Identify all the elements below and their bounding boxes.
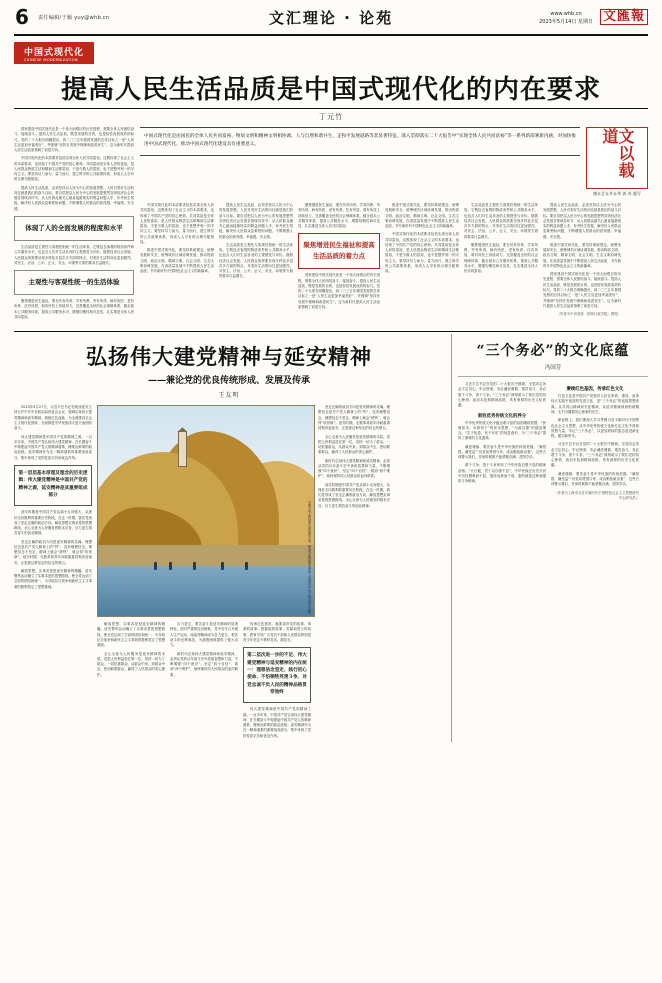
illustration-caption: 宝塔山下的延河水奔流不息，革命圣地延安见证了中国共产党人的奋斗历程: [307, 501, 311, 614]
paragraph: 敢于斗争、善于斗争体现了中华民族自强不息的精神品格。“天行健，君子以自强不息”，中华民族在历史长河中历经磨难而不屈，饱经沧桑而不衰，靠的就是这种顽强的斗争精神。: [458, 463, 546, 484]
a2-col-4: [243, 622, 311, 643]
paragraph: 谦虚谨慎、艰苦奋斗是中华民族的传统美德。“满招损，谦受益”“历览前贤国与家，成由勤俭破由奢”，这些古训警示我们，任何时候都不能骄傲自满、贪图享乐。: [458, 444, 546, 460]
seal-text: 文以载道: [600, 128, 635, 179]
paragraph: 新征程上，我们要深入学习贯彻习近平新时代中国特色社会主义思想，从中华优秀传统文化和红色文化中汲取智慧力量，牢记“三个务必”，以更加昂扬的姿态奋进新征程、建功新时代。: [551, 418, 639, 439]
article2-headline: 弘扬伟大建党精神与延安精神: [86, 344, 372, 370]
article-abstract: 中国式现代化是由国民的全体人民共同富裕、物质文明和精神文明相协调、人与自然和谐共生、走和平发展道路等其显著特征。深入贯彻落实二十大报告中“实现全体人民共同富裕”等一系列新部署新内涵，对加快推进中国式现代化、推动中国式现代化建设具有重要意义。: [140, 127, 580, 156]
paragraph: 传承红色基因，就要讲好党的故事、革命的故事、根据地的故事、英雄和烈士的故事，教育引导广大党员干部和人民群众特别是青少年坚定不移听党话、跟党走。: [243, 622, 311, 642]
illus-riverbank: [98, 545, 314, 566]
website-url[interactable]: www.whb.cn: [550, 10, 582, 17]
paragraph: 全心全意为人民服务是延安精神的本质。党把人民利益放在第一位，坚持一切为了群众、一切依靠群众，从群众中来、到群众中去，密切联系群众，赢得了人民群众的衷心拥护。: [318, 434, 390, 455]
masthead: [14, 0, 648, 36]
paragraph: 解放思想、实事求是是延安精神的精髓。延安整风运动确立了实事求是的思想路线，使全党达到了空前的团结和统一，为夺取抗日战争和新民主主义革命的胜利奠定了思想基础。: [97, 622, 165, 648]
paragraph: 推进中国式现代化，要坚持系统观念，统筹发展和安全，统筹城乡区域协调发展，推动物质文明、政治文明、精神文明、社会文明、生态文明协调发展，在高质量发展中不断提高人民生活品质，书写新时代中国特色社会主义的新篇章。: [543, 242, 621, 268]
page-number: 6: [15, 5, 29, 29]
a2-subsection-title-1: 第一层层基本原理及理念的历史逻辑：伟大建党精神是中国共产党的精神之源，延安精神是其重要组成部分: [18, 470, 88, 498]
paragraph: 提高人民生活品质，必须坚持以人民为中心的发展思想。人民对美好生活的向往就是我们的奋斗目标。要自觉把以人民为中心的发展思想贯穿到经济社会发展各领域各环节，从人民群众最关心最直接最现实的利益问题入手，补齐民生短板，解决好人民群众急难愁盼问题，不断增强人民群众的获得感、幸福感、安全感。: [543, 203, 621, 239]
seal-caption: 德＆艺＆并＆举 郭 奇 题写: [593, 191, 641, 196]
paragraph: 伟大建党精神是中国共产党的精神之源。一百多年来，中国共产党弘扬伟大建党精神，在长期奋斗中构建起中国共产党人的精神谱系，锤炼出鲜明的政治品格。延安精神作为这一精神谱系的重要组成部分，集中体现了党的性质宗旨和优良作风。: [243, 707, 311, 738]
paragraph: 延安时期是中国共产党从弱小走向强大、从挫折走向胜利的重要历史阶段。在这一时期，我们党形成了坚定正确的政治方向、解放思想实事求是的思想路线、全心全意为人民服务的根本宗旨、自力更生艰苦奋斗的创业精神。: [14, 510, 92, 536]
illus-river: [98, 566, 314, 616]
illus-figure: [221, 562, 224, 570]
paragraph: 生活品质是主观性与客观性相统一的生活体验。它既包含客观的物质条件和公共服务水平，也包含人们对生活状况的主观感受与评价。随着经济社会发展，人民群众的需要呈现多样化多层次多方面的特点，对美好生活的向往更加强烈，对民主、法治、公平、正义、安全、环境等方面的要求日益增长。: [464, 203, 538, 239]
pagoda-icon: [178, 431, 187, 467]
seal-block: [586, 127, 648, 197]
calligraphy-seal: [586, 127, 648, 189]
paragraph: 解放思想、实事求是是延安精神的精髓。延安整风运动确立了实事求是的思想路线，使全党达到了空前的团结和统一，为夺取抗日战争和新民主主义革命的胜利奠定了思想基础。: [14, 568, 92, 589]
paragraph: 坚定正确的政治方向是延安精神的灵魂。理想信念是共产党人精神上的“钙”，没有理想信念，理想信念不坚定，精神上就会“缺钙”，就会得“软骨病”。延安时期，无数革命青年冲破重重封锁奔赴延安，正是被这种坚定的信念所感召。: [318, 405, 390, 431]
a3-col-1: [458, 382, 546, 408]
pullquote-text: 体现了人的全面发展的程度和水平: [25, 223, 123, 232]
a2-col-5: [318, 405, 390, 742]
article2-illustration: [97, 405, 315, 617]
article-top-headline: 提高人民生活品质是中国式现代化的内在要求: [60, 75, 601, 105]
headline-rule: [14, 108, 648, 109]
paragraph: 国家建设中国式现代化是一个伟大而艰巨的历史进程，需要全体人民团结奋斗、接续奋斗。提高人民生活品质，既是发展的目的，也是检验发展成效的标尺。党的二十大报告明确提出，到二〇三五年我国发展的总体目标之一是“人民生活更加幸福美好”，并强调“坚持在发展中保障和改善民生”。这为新时代提高人民生活品质指明了前进方向。: [14, 127, 134, 153]
paragraph: 生活品质是主观性与客观性相统一的生活体验。它既包含客观的物质条件和公共服务水平，也包含人们对生活状况的主观感受与评价。随着经济社会发展，人民群众的需要呈现多样化多层次多方面的特点，对美好生活的向往更加强烈，对民主、法治、公平、正义、安全、环境等方面的要求日益增长。: [219, 242, 293, 279]
publish-date: 2023年5月14日 星期日: [539, 19, 593, 25]
paragraph: 新时代弘扬伟大建党精神和延安精神，必须从党的百年奋斗史中汲取智慧和力量，不断增强“四个意识”、坚定“四个自信”、做到“两个维护”，始终保持同人民群众的血肉联系。: [170, 651, 238, 677]
top-col-2: [140, 203, 214, 317]
illus-figure: [154, 562, 157, 570]
article3-byline: 冯国芳: [544, 365, 562, 372]
paragraph: 聚焦增进民生福祉，要在幼有所育、学有所教、劳有所得、病有所医、老有所养、住有所居、弱有所扶上持续用力，完善覆盖全民的社会保障体系，健全基本公共服务体系，提高公共服务水平，增强均衡性和可及性，扎实推进全体人民共同富裕。: [14, 299, 134, 319]
article3-headline: “三个务必”的文化底蕴: [476, 343, 630, 360]
section-divider: [14, 331, 648, 332]
paper-logo: 文匯報: [600, 9, 648, 25]
paragraph: 自力更生、艰苦奋斗是延安精神的显著特征。面对严重的经济困难，党中央号召开展大生产运动，南泥湾精神成为自力更生、艰苦奋斗的光辉典范，为战胜困难提供了强大动力。: [170, 622, 238, 648]
paragraph: 提高人民生活品质，必须坚持以人民为中心的发展思想。人民对美好生活的向往就是我们的奋斗目标。要自觉把以人民为中心的发展思想贯穿到经济社会发展各领域各环节，从人民群众最关心最直接最现实的利益问题入手，补齐民生短板，解决好人民群众急难愁盼问题，不断增强人民群众的获得感、幸福感、安全感。: [14, 185, 134, 211]
paragraph: 谦虚谨慎、艰苦奋斗是中华民族的传统美德。“满招损，谦受益”“历览前贤国与家，成由勤俭破由奢”，这些古训警示我们，任何时候都不能骄傲自满、贪图享乐。: [551, 471, 639, 487]
paragraph: 全心全意为人民服务是延安精神的本质。党把人民利益放在第一位，坚持一切为了群众、一切依靠群众，从群众中来、到群众中去，密切联系群众，赢得了人民群众的衷心拥护。: [97, 651, 165, 677]
top-col-7: [543, 203, 621, 317]
article-top-footnote: （作者为中央党校〈国家行政学院〉教授）: [556, 312, 621, 317]
a3-rule: [458, 376, 648, 377]
a2-subsection-note-2: [243, 647, 311, 703]
series-badge: [14, 42, 94, 64]
a3-section-label-2: 赓续红色基因，传承红色文化: [566, 387, 624, 393]
pullquote-1: [14, 216, 134, 241]
masthead-right: [539, 9, 648, 25]
paragraph: 新时代弘扬伟大建党精神和延安精神，必须从党的百年奋斗史中汲取智慧和力量，不断增强“四个意识”、坚定“四个自信”、做到“两个维护”，始终保持同人民群众的血肉联系。: [318, 458, 390, 479]
paragraph: 聚焦增进民生福祉，要在幼有所育、学有所教、劳有所得、病有所医、老有所养、住有所居、弱有所扶上持续用力，完善覆盖全民的社会保障体系，健全基本公共服务体系，提高公共服务水平，增强均衡性和可及性，扎实推进全体人民共同富裕。: [464, 242, 538, 274]
a2-subsection-note-1: [14, 465, 92, 506]
top-col-1c: [14, 299, 134, 320]
pullquote-2: [14, 270, 134, 295]
a3-section-label-1: 吸收优秀传统文化的养分: [477, 413, 527, 419]
paragraph: 提高人民生活品质，必须坚持以人民为中心的发展思想。人民对美好生活的向往就是我们的奋斗目标。要自觉把以人民为中心的发展思想贯穿到经济社会发展各领域各环节，从人民群众最关心最直接最现实的利益问题入手，补齐民生短板，解决好人民群众急难愁盼问题，不断增强人民群众的获得感、幸福感、安全感。: [219, 203, 293, 239]
paragraph: 伟大建党精神是中国共产党的精神之源。一百多年来，中国共产党弘扬伟大建党精神，在长期奋斗中构建起中国共产党人的精神谱系，锤炼出鲜明的政治品格。延安精神作为这一精神谱系的重要组成部分，集中体现了党的性质宗旨和优良作风。: [14, 434, 92, 460]
illus-figure: [169, 562, 172, 570]
top-col-4: [298, 203, 380, 229]
paragraph: 坚定正确的政治方向是延安精神的灵魂。理想信念是共产党人精神上的“钙”，没有理想信念，理想信念不坚定，精神上就会“缺钙”，就会得“软骨病”。延安时期，无数革命青年冲破重重封锁奔赴延安，正是被这种坚定的信念所感召。: [14, 539, 92, 565]
article2-subhead: ——兼论党的优良传统形成、发展及传承: [147, 376, 310, 387]
paragraph-lead: 2023年5月27日，习近平总书记在陕西延安主持召开中共中央政治局常委会会议，强调弘扬伟大建党精神和延安精神，赓续红色血脉，为全面建设社会主义现代化国家、全面推进中华民族伟大复兴而团结奋斗。: [14, 405, 92, 431]
a2-col-1b: [14, 510, 92, 590]
paragraph: 中国式现代化的本质要求包括实现全体人民共同富裕，这既体现了社会主义的本质要求，也体现了中国共产党的初心使命。共同富裕是全体人民的富裕，是人民群众物质生活和精神生活都富裕，不是少数人的富裕，也不是整齐划一的平均主义。要坚持尽力而为、量力而行，建立科学的公共政策体系，形成人人享有的合理分配格局。: [385, 232, 459, 274]
illus-figure: [245, 562, 248, 570]
paragraph: 聚焦增进民生福祉，要在幼有所育、学有所教、劳有所得、病有所医、老有所养、住有所居、弱有所扶上持续用力，完善覆盖全民的社会保障体系，健全基本公共服务体系，提高公共服务水平，增强均衡性和可及性，扎实推进全体人民共同富裕。: [298, 203, 380, 229]
paragraph: 延安时期是中国共产党从弱小走向强大、从挫折走向胜利的重要历史阶段。在这一时期，我们党形成了坚定正确的政治方向、解放思想实事求是的思想路线、全心全意为人民服务的根本宗旨、自力更生艰苦奋斗的创业精神。: [318, 482, 390, 508]
top-col-5: [385, 203, 459, 317]
paragraph: 中华优秀传统文化中蕴含着丰富的治国理政智慧。“民惟邦本，本固邦宁”的民本思想、“为政以德”的德治理念、“生于忧患，死于安乐”的忧患意识，为“三个务必”提供了深厚的文化滋养。: [458, 420, 546, 441]
article2-byline: 王友明: [218, 392, 240, 400]
paragraph: 推进中国式现代化，要坚持系统观念，统筹发展和安全，统筹城乡区域协调发展，推动物质文明、政治文明、精神文明、社会文明、生态文明协调发展，在高质量发展中不断提高人民生活品质，书写新时代中国特色社会主义的新篇章。: [385, 203, 459, 229]
editor-credit: 责任编辑/于颖 yuy@whb.cn: [38, 14, 110, 21]
a2-col-2: [97, 622, 165, 742]
top-col-1b: [14, 245, 134, 266]
pullquote-text: 主观性与客观性统一的生活体验: [28, 278, 120, 287]
paragraph: 国家建设中国式现代化是一个伟大而艰巨的历史进程，需要全体人民团结奋斗、接续奋斗。提高人民生活品质，既是发展的目的，也是检验发展成效的标尺。党的二十大报告明确提出，到二〇三五年我国发展的总体目标之一是“人民生活更加幸福美好”，并强调“坚持在发展中保障和改善民生”。这为新时代提高人民生活品质指明了前进方向。: [543, 272, 621, 308]
paragraph: 生活品质是主观性与客观性相统一的生活体验。它既包含客观的物质条件和公共服务水平，也包含人们对生活状况的主观感受与评价。随着经济社会发展，人民群众的需要呈现多样化多层次多方面的特点，对美好生活的向往更加强烈，对民主、法治、公平、正义、安全、环境等方面的要求日益增长。: [14, 245, 134, 265]
paragraph: 红色文化是中国共产党领导人民在革命、建设、改革伟大实践中创造的先进文化，是“三个务必”的直接思想来源。从井冈山精神到长征精神，从延安精神到西柏坡精神，无不闪耀着初心使命的光芒。: [551, 394, 639, 414]
top-col-6: [464, 203, 538, 317]
series-badge-sublabel: CHINESE MODERNIZATION: [24, 58, 78, 62]
article-top: [14, 42, 648, 323]
paragraph: 习近平总书记在党的二十大报告中强调，全党同志务必不忘初心、牢记使命，务必谦虚谨慎、艰苦奋斗，务必敢于斗争、善于斗争。“三个务必”深刻昭示了我们党的初心使命、政治本色和精神品格，具有深厚的历史文化底蕴。: [551, 442, 639, 468]
paragraph: 中国式现代化的本质要求包括实现全体人民共同富裕，这既体现了社会主义的本质要求，也体现了中国共产党的初心使命。共同富裕是全体人民的富裕，是人民群众物质生活和精神生活都富裕，不是少数人的富裕，也不是整齐划一的平均主义。要坚持尽力而为、量力而行，建立科学的公共政策体系，形成人人享有的合理分配格局。: [14, 156, 134, 182]
article3-footnote: （作者为上海市习近平新时代中国特色社会主义思想研究中心研究员）: [554, 491, 639, 501]
a2-col-1: [14, 405, 92, 461]
paragraph: 习近平总书记在党的二十大报告中强调，全党同志务必不忘初心、牢记使命，务必谦虚谨慎、艰苦奋斗，务必敢于斗争、善于斗争。“三个务必”深刻昭示了我们党的初心使命、政治本色和精神品格，具有深厚的历史文化底蕴。: [458, 382, 546, 408]
section-title: 文汇理论 · 论苑: [268, 8, 394, 27]
paragraph: 国家建设中国式现代化是一个伟大而艰巨的历史进程，需要全体人民团结奋斗、接续奋斗。提高人民生活品质，既是发展的目的，也是检验发展成效的标尺。党的二十大报告明确提出，到二〇三五年我国发展的总体目标之一是“人民生活更加幸福美好”，并强调“坚持在发展中保障和改善民生”。这为新时代提高人民生活品质指明了前进方向。: [298, 273, 380, 310]
a2-col-3: [170, 622, 238, 742]
top-col-1: [14, 127, 134, 212]
pullquote-text: 聚焦增进民生福祉和提高生活品质的着力点: [303, 241, 375, 261]
series-badge-label: 中国式现代化: [24, 48, 85, 58]
illus-figure: [193, 562, 196, 570]
top-col-3: [219, 203, 293, 317]
paragraph: 推进中国式现代化，要坚持系统观念，统筹发展和安全，统筹城乡区域协调发展，推动物质文明、政治文明、精神文明、社会文明、生态文明协调发展，在高质量发展中不断提高人民生活品质，书写新时代中国特色社会主义的新篇章。: [140, 248, 214, 274]
pullquote-3: [298, 233, 380, 269]
a2-col-4b: [243, 707, 311, 739]
article-top-byline: 丁元竹: [319, 113, 343, 121]
a2-subsection-title-2: 第二层次进一步的不足、伟大建党精神与延安精神的内在统一：理想信念坚定、践行初心使命、不怕牺牲英勇斗争、对党忠诚不负人民的精神品格贯穿始终: [247, 653, 307, 695]
a3-col-1b: [458, 421, 546, 485]
top-col-4b: [298, 273, 380, 310]
a3-col-2: [551, 394, 639, 487]
paragraph: 中国式现代化的本质要求包括实现全体人民共同富裕，这既体现了社会主义的本质要求，也体现了中国共产党的初心使命。共同富裕是全体人民的富裕，是人民群众物质生活和精神生活都富裕，不是少数人的富裕，也不是整齐划一的平均主义。要坚持尽力而为、量力而行，建立科学的公共政策体系，形成人人享有的合理分配格局。: [140, 203, 214, 244]
